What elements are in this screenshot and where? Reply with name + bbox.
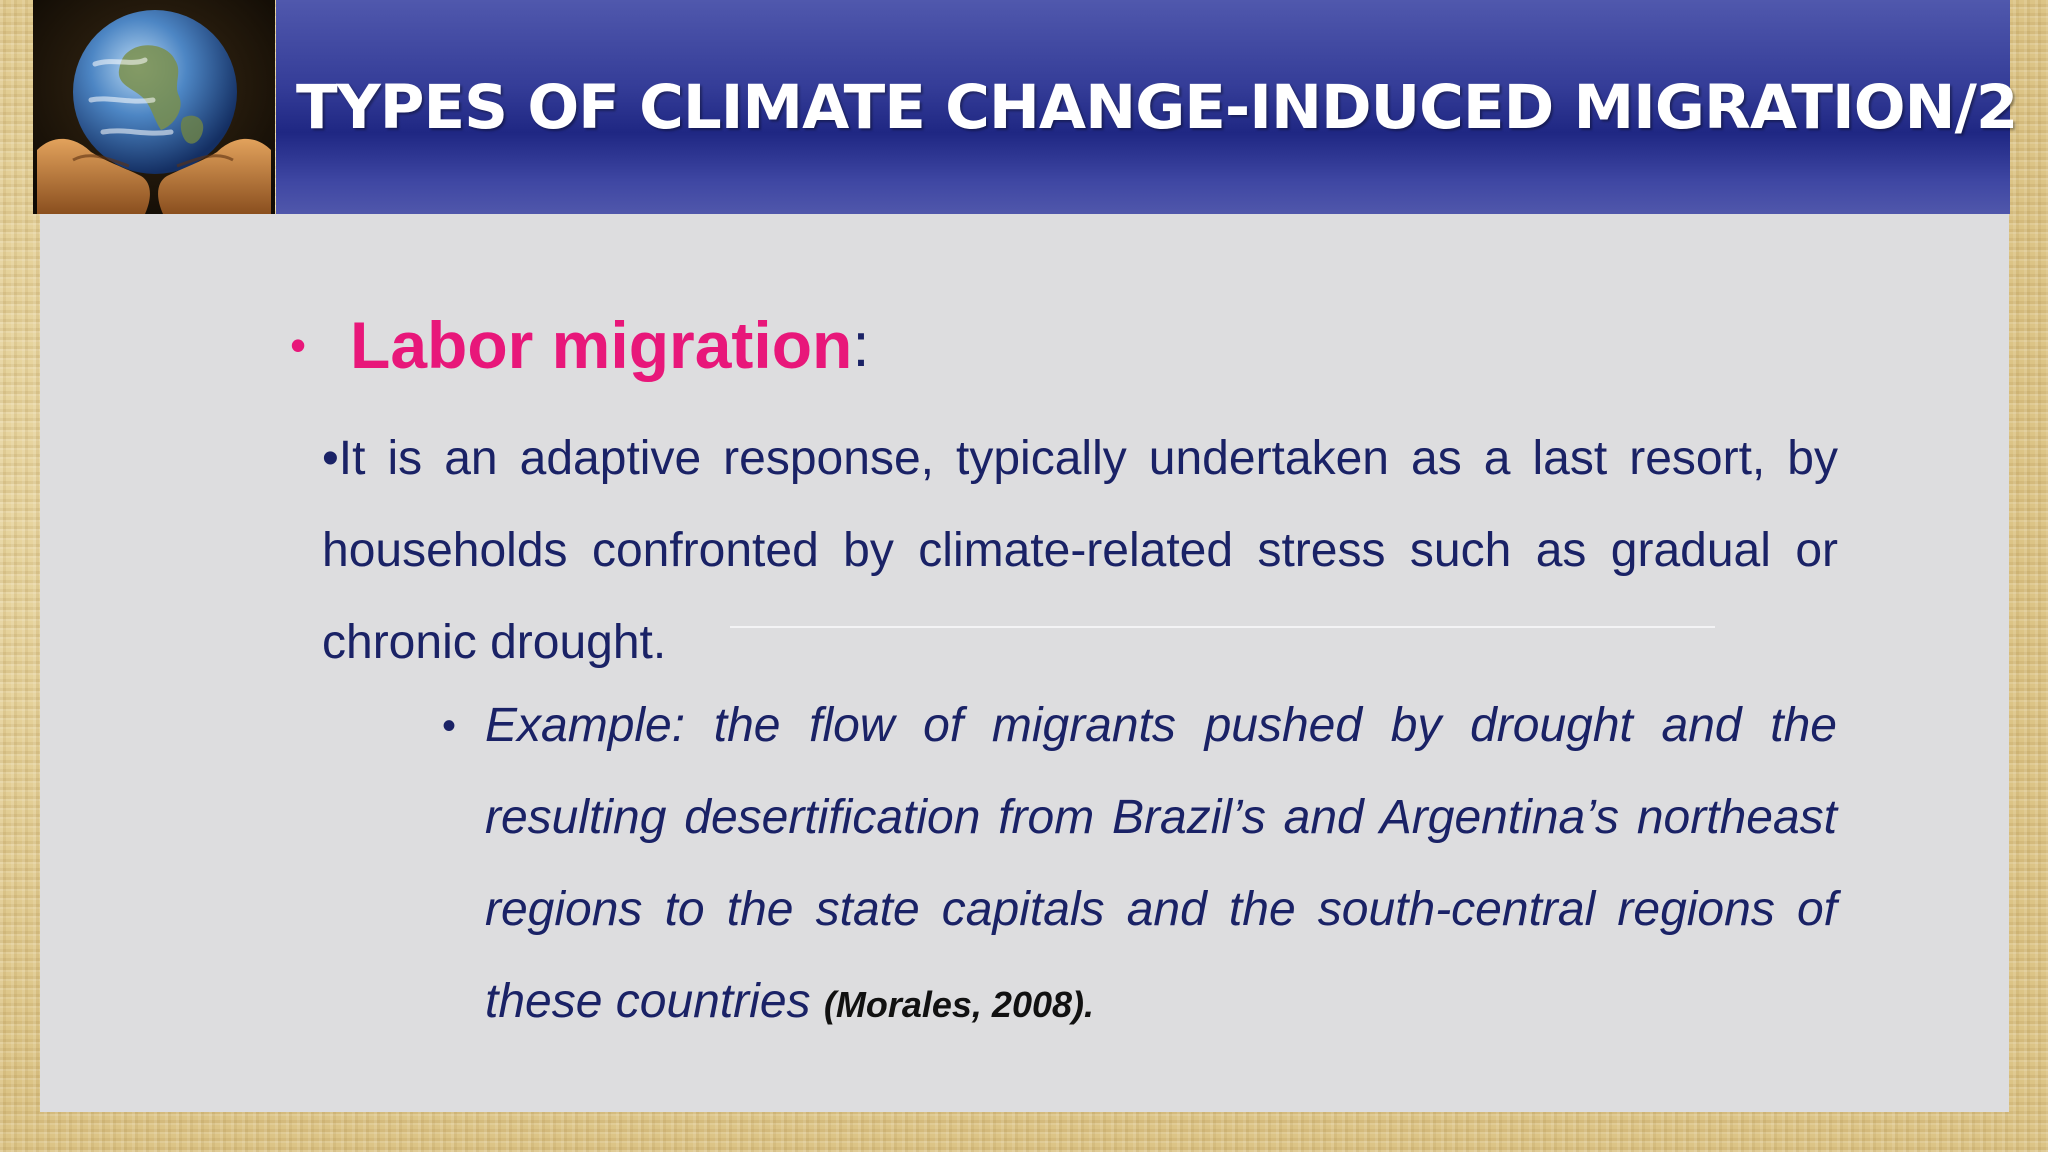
example-bullet-item [442,680,1838,1051]
example-paragraph [485,680,1837,1051]
citation: (Morales, 2008). [823,984,1094,1025]
slide-title: TYPES OF CLIMATE CHANGE-INDUCED MIGRATION/2 [296,71,2018,143]
heading-colon: : [852,310,870,380]
definition-paragraph: •It is an adaptive response, typically undertaken as a last resort, by households confronted by climate-related stress such as gradual or chronic drought. [322,432,1838,669]
title-bar [276,0,2018,214]
bullet-icon: • [442,704,457,748]
bullet-icon: • [290,319,307,371]
heading-bullet-item [290,300,870,390]
heading-label: Labor migration [350,308,853,382]
example-text: Example: the flow of migrants pushed by drought and the resulting desertification from Brazil’s and Argentina’s northeast regions to the state capitals and the south-central regions of these countries [485,699,1837,1028]
globe-in-hands-icon [33,0,275,214]
